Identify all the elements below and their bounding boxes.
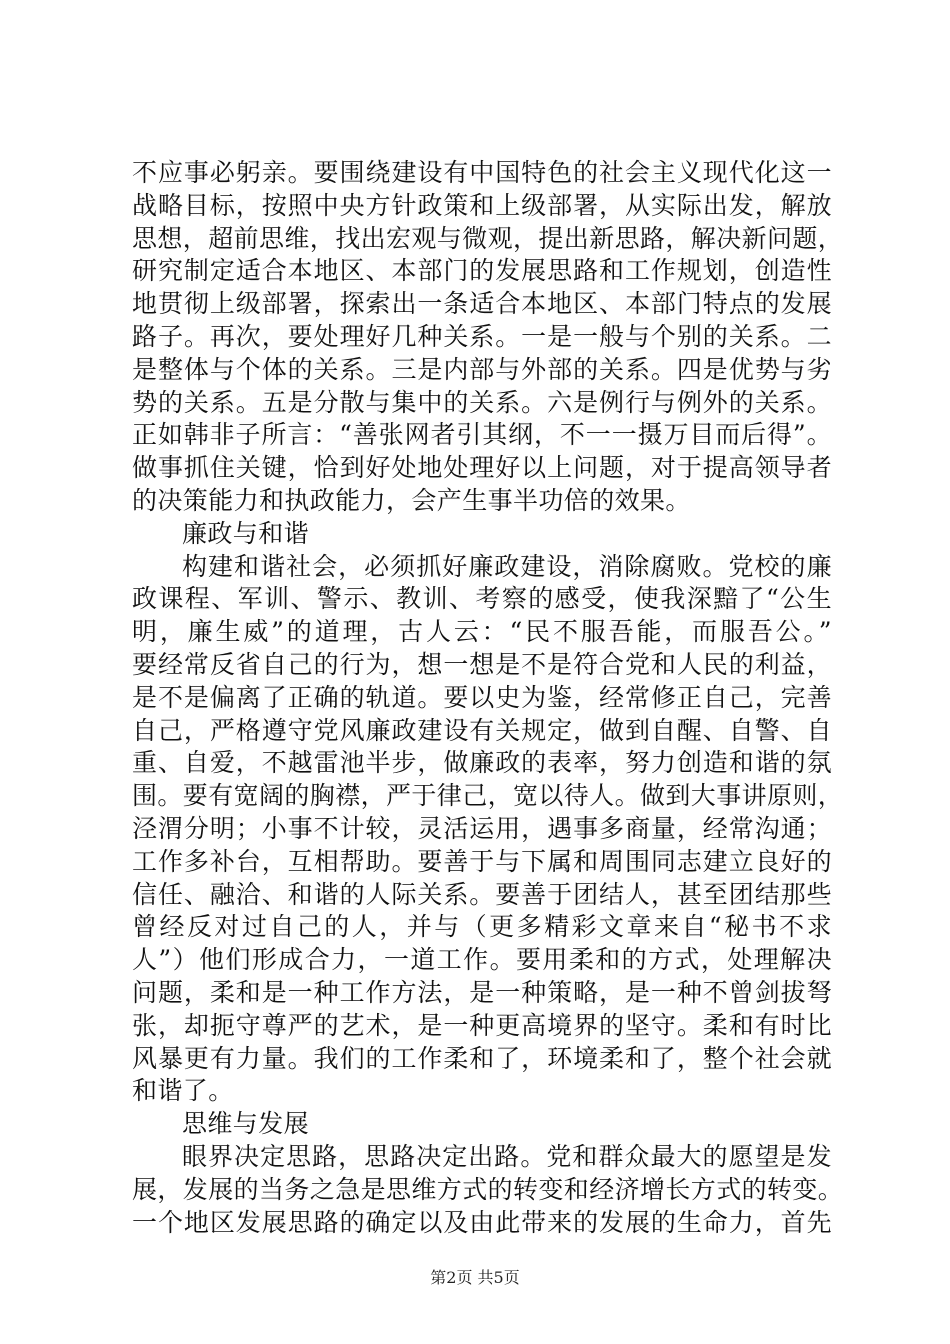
text-line: 做事抓住关键，恰到好处地处理好以上问题，对于提高领导者 — [132, 453, 832, 483]
text-line: 是整体与个体的关系。三是内部与外部的关系。四是优势与劣 — [132, 354, 832, 384]
text-line: 自己，严格遵守党风廉政建设有关规定，做到自醒、自警、自 — [132, 715, 832, 745]
text-line: 张，却扼守尊严的艺术，是一种更高境界的坚守。柔和有时比 — [132, 1010, 832, 1040]
text-line: 信任、融洽、和谐的人际关系。要善于团结人，甚至团结那些 — [132, 879, 832, 909]
text-line: 人”）他们形成合力，一道工作。要用柔和的方式，处理解决 — [132, 945, 832, 975]
text-line: 战略目标，按照中央方针政策和上级部署，从实际出发，解放 — [132, 190, 832, 220]
text-line: 重、自爱，不越雷池半步，做廉政的表率，努力创造和谐的氛 — [132, 748, 832, 778]
text-line: 路子。再次，要处理好几种关系。一是一般与个别的关系。二 — [132, 321, 832, 351]
text-line: 围。要有宽阔的胸襟，严于律己，宽以待人。做到大事讲原则， — [132, 781, 844, 811]
text-line: 展，发展的当务之急是思维方式的转变和经济增长方式的转变。 — [132, 1174, 844, 1204]
page-number: 第2页 共5页 — [430, 1268, 520, 1287]
text-line: 曾经反对过自己的人，并与（更多精彩文章来自“秘书不求 — [132, 912, 832, 942]
text-line: 风暴更有力量。我们的工作柔和了，环境柔和了，整个社会就 — [132, 1043, 832, 1073]
text-line: 地贯彻上级部署，探索出一条适合本地区、本部门特点的发展 — [132, 289, 832, 319]
text-line: 研究制定适合本地区、本部门的发展思路和工作规划，创造性 — [132, 256, 832, 286]
text-line: 明，廉生威”的道理，古人云：“民不服吾能，而服吾公。” — [132, 617, 832, 647]
text-line: 正如韩非子所言：“善张网者引其纲，不一一摄万目而后得”。 — [132, 420, 832, 450]
text-line: 工作多补台，互相帮助。要善于与下属和周围同志建立良好的 — [132, 846, 832, 876]
text-line: 泾渭分明；小事不计较，灵活运用，遇事多商量，经常沟通； — [132, 813, 832, 843]
section-heading: 廉政与和谐 — [182, 518, 310, 548]
text-line: 要经常反省自己的行为，想一想是不是符合党和人民的利益， — [132, 649, 832, 679]
text-line: 和谐了。 — [132, 1076, 234, 1106]
text-line: 思想，超前思维，找出宏观与微观，提出新思路，解决新问题， — [132, 223, 844, 253]
text-line: 一个地区发展思路的确定以及由此带来的发展的生命力，首先 — [132, 1207, 832, 1237]
text-line: 势的关系。五是分散与集中的关系。六是例行与例外的关系。 — [132, 387, 832, 417]
text-line: 的决策能力和执政能力，会产生事半功倍的效果。 — [132, 485, 691, 515]
section-heading: 思维与发展 — [182, 1109, 310, 1139]
text-line: 不应事必躬亲。要围绕建设有中国特色的社会主义现代化这一 — [132, 158, 832, 187]
body-text — [132, 157, 844, 1239]
text-line: 问题，柔和是一种工作方法，是一种策略，是一种不曾剑拔弩 — [132, 977, 832, 1007]
text-line: 眼界决定思路，思路决定出路。党和群众最大的愿望是发 — [182, 1141, 832, 1171]
text-line: 是不是偏离了正确的轨道。要以史为鉴，经常修正自己，完善 — [132, 682, 832, 712]
text-line: 构建和谐社会，必须抓好廉政建设，消除腐败。党校的廉 — [182, 551, 832, 581]
text-line: 政课程、军训、警示、教训、考察的感受，使我深黯了“公生 — [132, 584, 832, 614]
